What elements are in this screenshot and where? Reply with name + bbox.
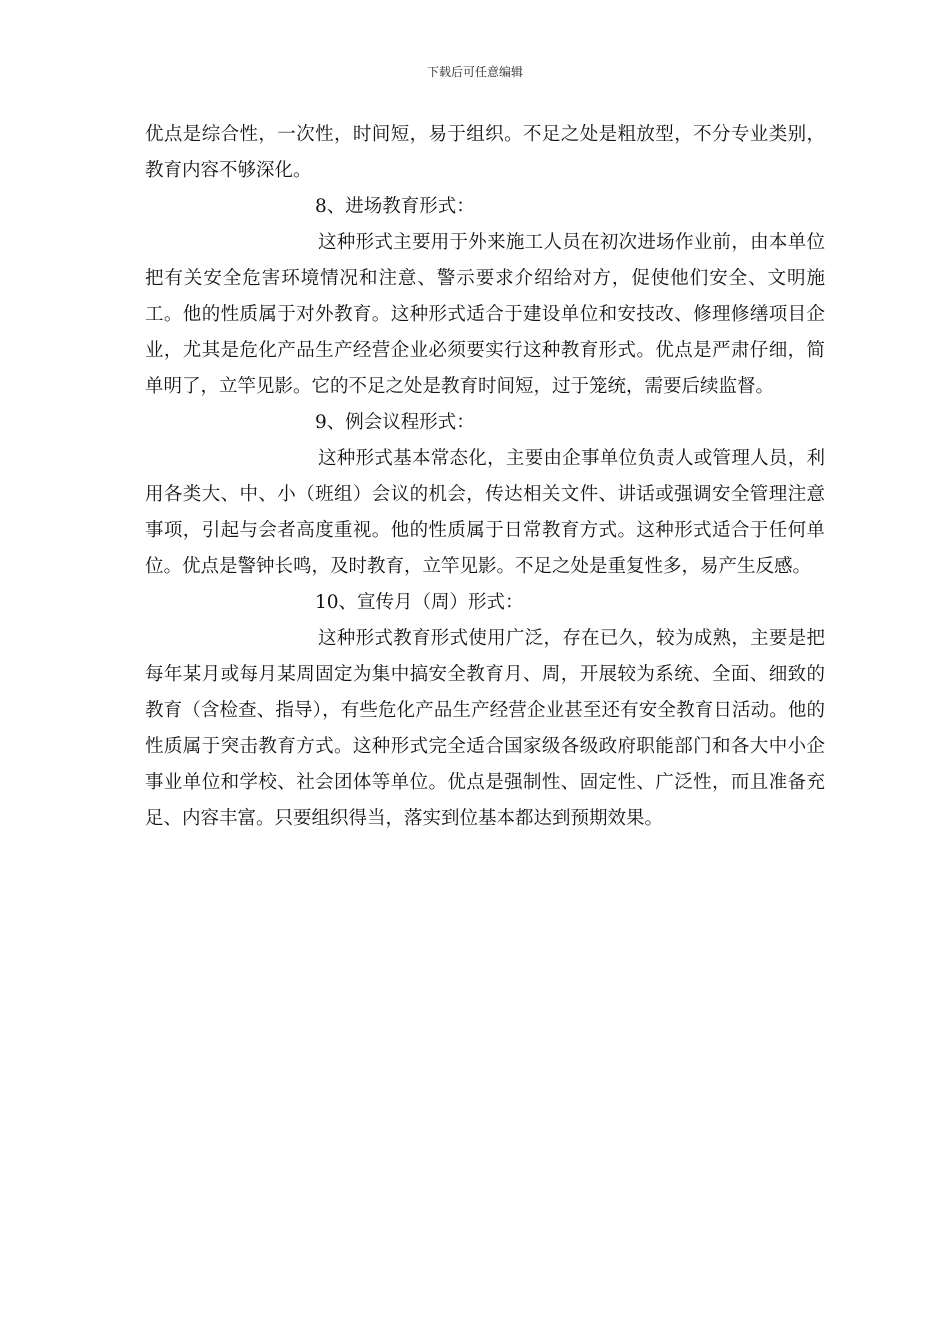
paragraph-section-8: 这种形式主要用于外来施工人员在初次进场作业前，由本单位把有关安全危害环境情况和注意、警示要求介绍给对方，促使他们安全、文明施工。他的性质属于对外教育。这种形式适合于建设单位和安技改、修理修缮项目企业，尤其是危化产品生产经营企业必须要实行这种教育形式。优点是严肃仔细，简单明了，立竿见影。它的不足之处是教育时间短，过于笼统，需要后续监督。	[145, 232, 825, 397]
paragraph-section-9: 这种形式基本常态化，主要由企事单位负责人或管理人员，利用各类大、中、小（班组）会议的机会，传达相关文件、讲话或强调安全管理注意事项，引起与会者高度重视。他的性质属于日常教育方式。这种形式适合于任何单位。优点是警钟长鸣，及时教育，立竿见影。不足之处是重复性多，易产生反感。	[145, 448, 825, 577]
document-body	[145, 117, 825, 837]
paragraph-continuation: 优点是综合性，一次性，时间短，易于组织。不足之处是粗放型，不分专业类别，教育内容不够深化。	[145, 124, 825, 181]
page-header-note: 下载后可任意编辑	[426, 65, 523, 79]
section-heading-8: 8、进场教育形式：	[315, 196, 475, 217]
paragraph-section-10: 这种形式教育形式使用广泛，存在已久，较为成熟，主要是把每年某月或每月某周固定为集中搞安全教育月、周，开展较为系统、全面、细致的教育（含检查、指导），有些危化产品生产经营企业甚至还有安全教育日活动。他的性质属于突击教育方式。这种形式完全适合国家级各级政府职能部门和各大中小企事业单位和学校、社会团体等单位。优点是强制性、固定性、广泛性，而且准备充足、内容丰富。只要组织得当，落实到位基本都达到预期效果。	[145, 628, 825, 829]
section-heading-9: 9、例会议程形式：	[315, 412, 475, 433]
section-heading-10: 10、宣传月（周）形式：	[315, 592, 524, 613]
